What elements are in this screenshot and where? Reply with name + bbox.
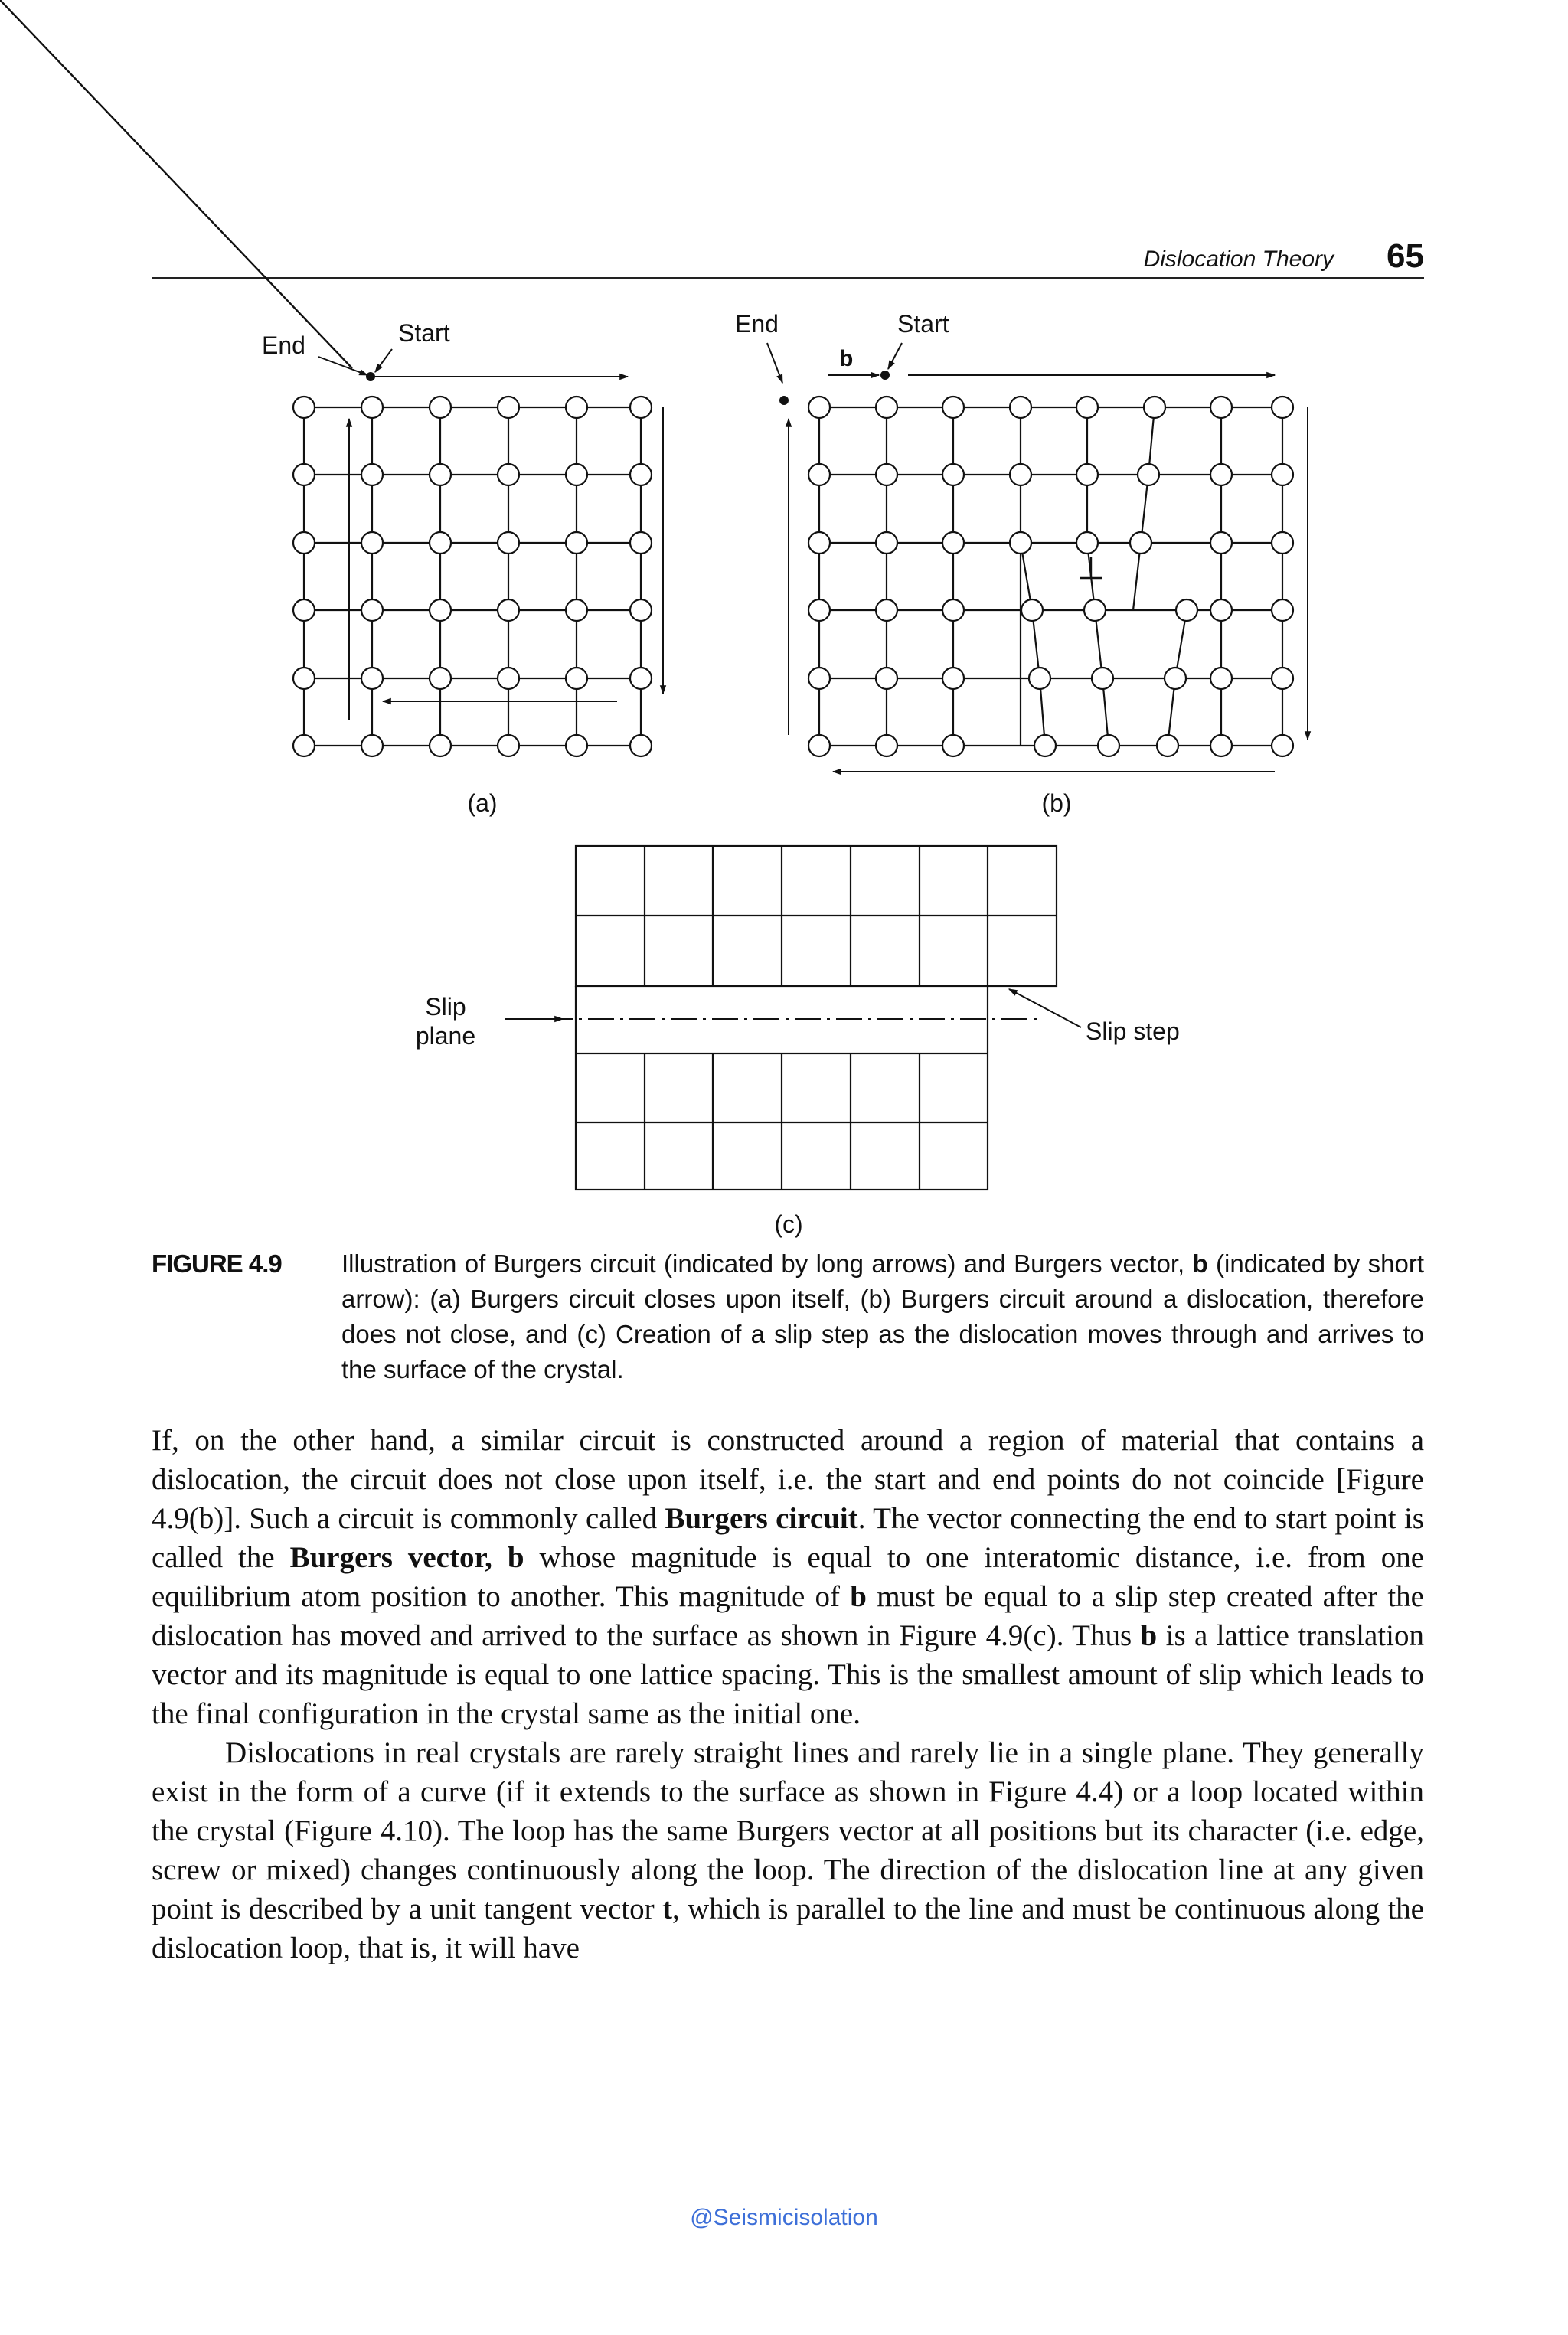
- panel-c-crystal: [505, 846, 1081, 1190]
- slip-plane-label-line2: plane: [415, 1022, 476, 1050]
- panel-b-start-point: [880, 371, 890, 380]
- panel-b-end-point: [779, 396, 789, 405]
- panel-b-start-label: Start: [897, 310, 949, 338]
- slip-step-label: Slip step: [1086, 1017, 1180, 1045]
- body-text: [152, 1421, 1424, 1968]
- panel-a-caption: (a): [467, 789, 498, 817]
- panel-c-caption: (c): [774, 1210, 803, 1238]
- panel-a-burgers-circuit: [0, 0, 663, 720]
- watermark: @Seismicisolation: [690, 2205, 878, 2230]
- panel-b-end-label: End: [735, 310, 779, 338]
- slip-plane-label-line1: Slip: [425, 993, 466, 1021]
- panel-a-start-label: Start: [398, 319, 450, 347]
- panel-a-start-point: [366, 372, 375, 381]
- panel-b-caption: (b): [1041, 789, 1072, 817]
- page-number: 65: [1387, 237, 1424, 275]
- dislocation-symbol: [1080, 557, 1102, 578]
- panel-b-lattice: [808, 397, 1293, 756]
- figure-caption-text: Illustration of Burgers circuit (indicated by long arrows) and Burgers vector, b (indicated by short arrow): (a) Burgers circuit closes upon itself, (b) Burgers circuit around a dislocation, therefore does not close, and (c) Creation of a slip step as the dislocation moves through and arrives to the surface of the crystal.: [341, 1249, 1425, 1383]
- figure-caption: [152, 1246, 1424, 1387]
- panel-a-lattice: [293, 397, 652, 756]
- burgers-vector-label: b: [839, 346, 854, 371]
- figure-caption-label: FIGURE 4.9: [152, 1249, 282, 1278]
- running-header-title: Dislocation Theory: [1143, 247, 1334, 272]
- panel-a-end-label: End: [262, 331, 305, 359]
- paragraph-1: If, on the other hand, a similar circuit is constructed around a region of material that contains a dislocation, the circuit does not close upon itself, i.e. the start and end points do not coincide [Figure 4.9(b)]. Such a circuit is commonly called Burgers circuit. The vector connecting the end to start point is called the Burgers vector, b whose magnitude is equal to one interatomic distance, i.e. from one equilibrium atom position to another. This magnitude of b must be equal to a slip step created after the dislocation has moved and arrived to the surface as shown in Figure 4.9(c). Thus b is a lattice translation vector and its magnitude is equal to one lattice spacing. This is the smallest amount of slip which leads to the final configuration in the crystal same as the initial one.: [152, 1424, 1425, 1730]
- paragraph-2: Dislocations in real crystals are rarely straight lines and rarely lie in a single plane. They generally exist in the form of a curve (if it extends to the surface as shown in Figure 4.4) or a loop located within the crystal (Figure 4.10). The loop has the same Burgers vector at all positions but its character (i.e. edge, screw or mixed) changes continuously along the loop. The direction of the dislocation line at any given point is described by a unit tangent vector t, which is parallel to the line and must be continuous along the dislocation loop, that is, it will have: [152, 1736, 1424, 1964]
